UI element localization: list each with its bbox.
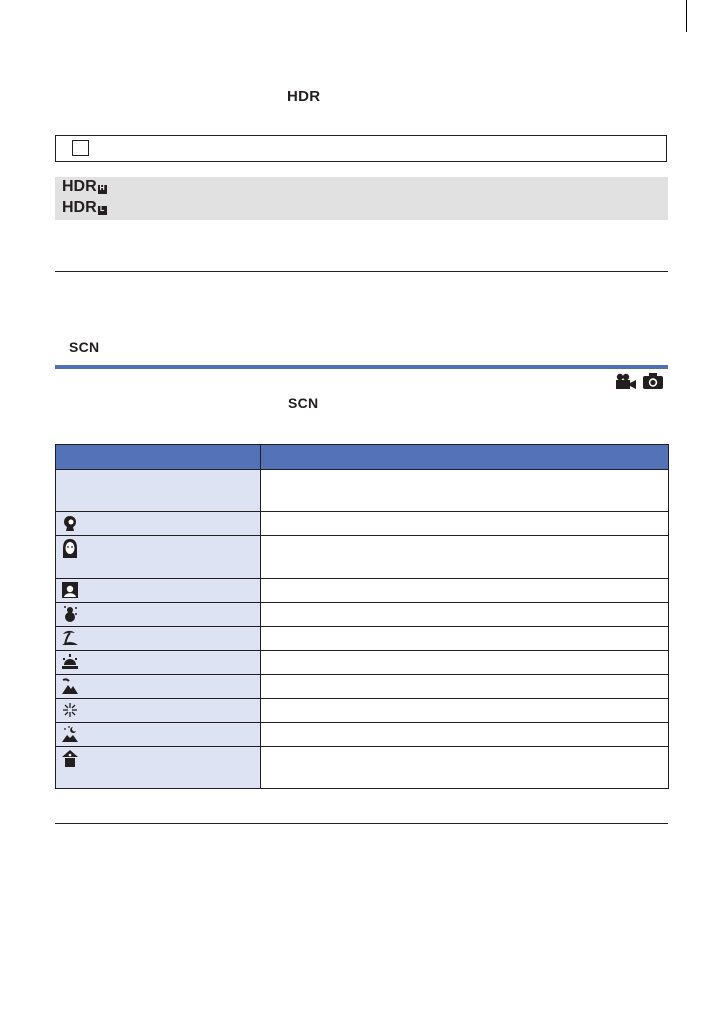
- table-cell: [56, 603, 261, 627]
- hdr-low-sub: L: [98, 206, 107, 215]
- spotlight-icon: [61, 581, 79, 599]
- table-row: [56, 747, 669, 789]
- bottom-divider: [55, 823, 668, 824]
- video-camera-icon: [615, 373, 637, 390]
- table-cell: [261, 627, 669, 651]
- scenery-icon: [61, 677, 79, 695]
- table-cell: [56, 470, 261, 512]
- table-cell: [261, 579, 669, 603]
- still-camera-icon: [642, 372, 664, 390]
- table-cell: [56, 699, 261, 723]
- table-header-cell: [56, 445, 261, 470]
- table-cell: [261, 603, 669, 627]
- table-row: [56, 536, 669, 579]
- table-cell: [56, 536, 261, 579]
- sunset-icon: [61, 653, 79, 671]
- table-cell: [56, 651, 261, 675]
- hdr-low-label: HDR: [62, 199, 97, 216]
- table-cell: [261, 675, 669, 699]
- hdr-options-box: [55, 177, 668, 220]
- table-cell: [261, 512, 669, 536]
- table-cell: [261, 651, 669, 675]
- snow-icon: [61, 605, 79, 623]
- table-row: [56, 627, 669, 651]
- table-row: [56, 651, 669, 675]
- scn-tab-icon: SCN: [69, 339, 100, 355]
- portrait-icon: [61, 514, 79, 532]
- low-light-icon: [61, 749, 79, 769]
- table-row: [56, 470, 669, 512]
- table-cell: [56, 723, 261, 747]
- section-title-rule: [55, 365, 668, 369]
- scn-inline-icon: SCN: [288, 395, 319, 411]
- table-row: [56, 603, 669, 627]
- fireworks-icon: [61, 701, 79, 719]
- table-cell: [56, 675, 261, 699]
- hdr-high-label: HDR: [62, 178, 97, 195]
- table-cell: [261, 747, 669, 789]
- page-edge-rule: [686, 0, 687, 32]
- table-row: [56, 579, 669, 603]
- table-cell: [261, 536, 669, 579]
- soft-skin-icon: [61, 538, 79, 560]
- table-row: [56, 512, 669, 536]
- table-header-cell: [261, 445, 669, 470]
- table-row: [56, 699, 669, 723]
- table-cell: [261, 699, 669, 723]
- hdr-low-option: [62, 199, 107, 217]
- blank-square-icon: [72, 140, 89, 156]
- table-header-row: [56, 445, 669, 470]
- table-cell: [56, 579, 261, 603]
- section-divider: [55, 271, 668, 272]
- table-cell: [261, 723, 669, 747]
- beach-icon: [61, 629, 79, 647]
- scene-table: [55, 444, 669, 789]
- table-cell: [56, 627, 261, 651]
- hdr-high-sub: H: [99, 185, 105, 192]
- table-cell: [261, 470, 669, 512]
- hdr-inline-icon: HDR: [287, 88, 321, 105]
- table-row: [56, 723, 669, 747]
- table-cell: [56, 747, 261, 789]
- table-cell: [56, 512, 261, 536]
- hdr-high-option: [62, 178, 107, 196]
- night-scenery-icon: [61, 725, 79, 743]
- table-row: [56, 675, 669, 699]
- hdr-default-box: [55, 135, 667, 162]
